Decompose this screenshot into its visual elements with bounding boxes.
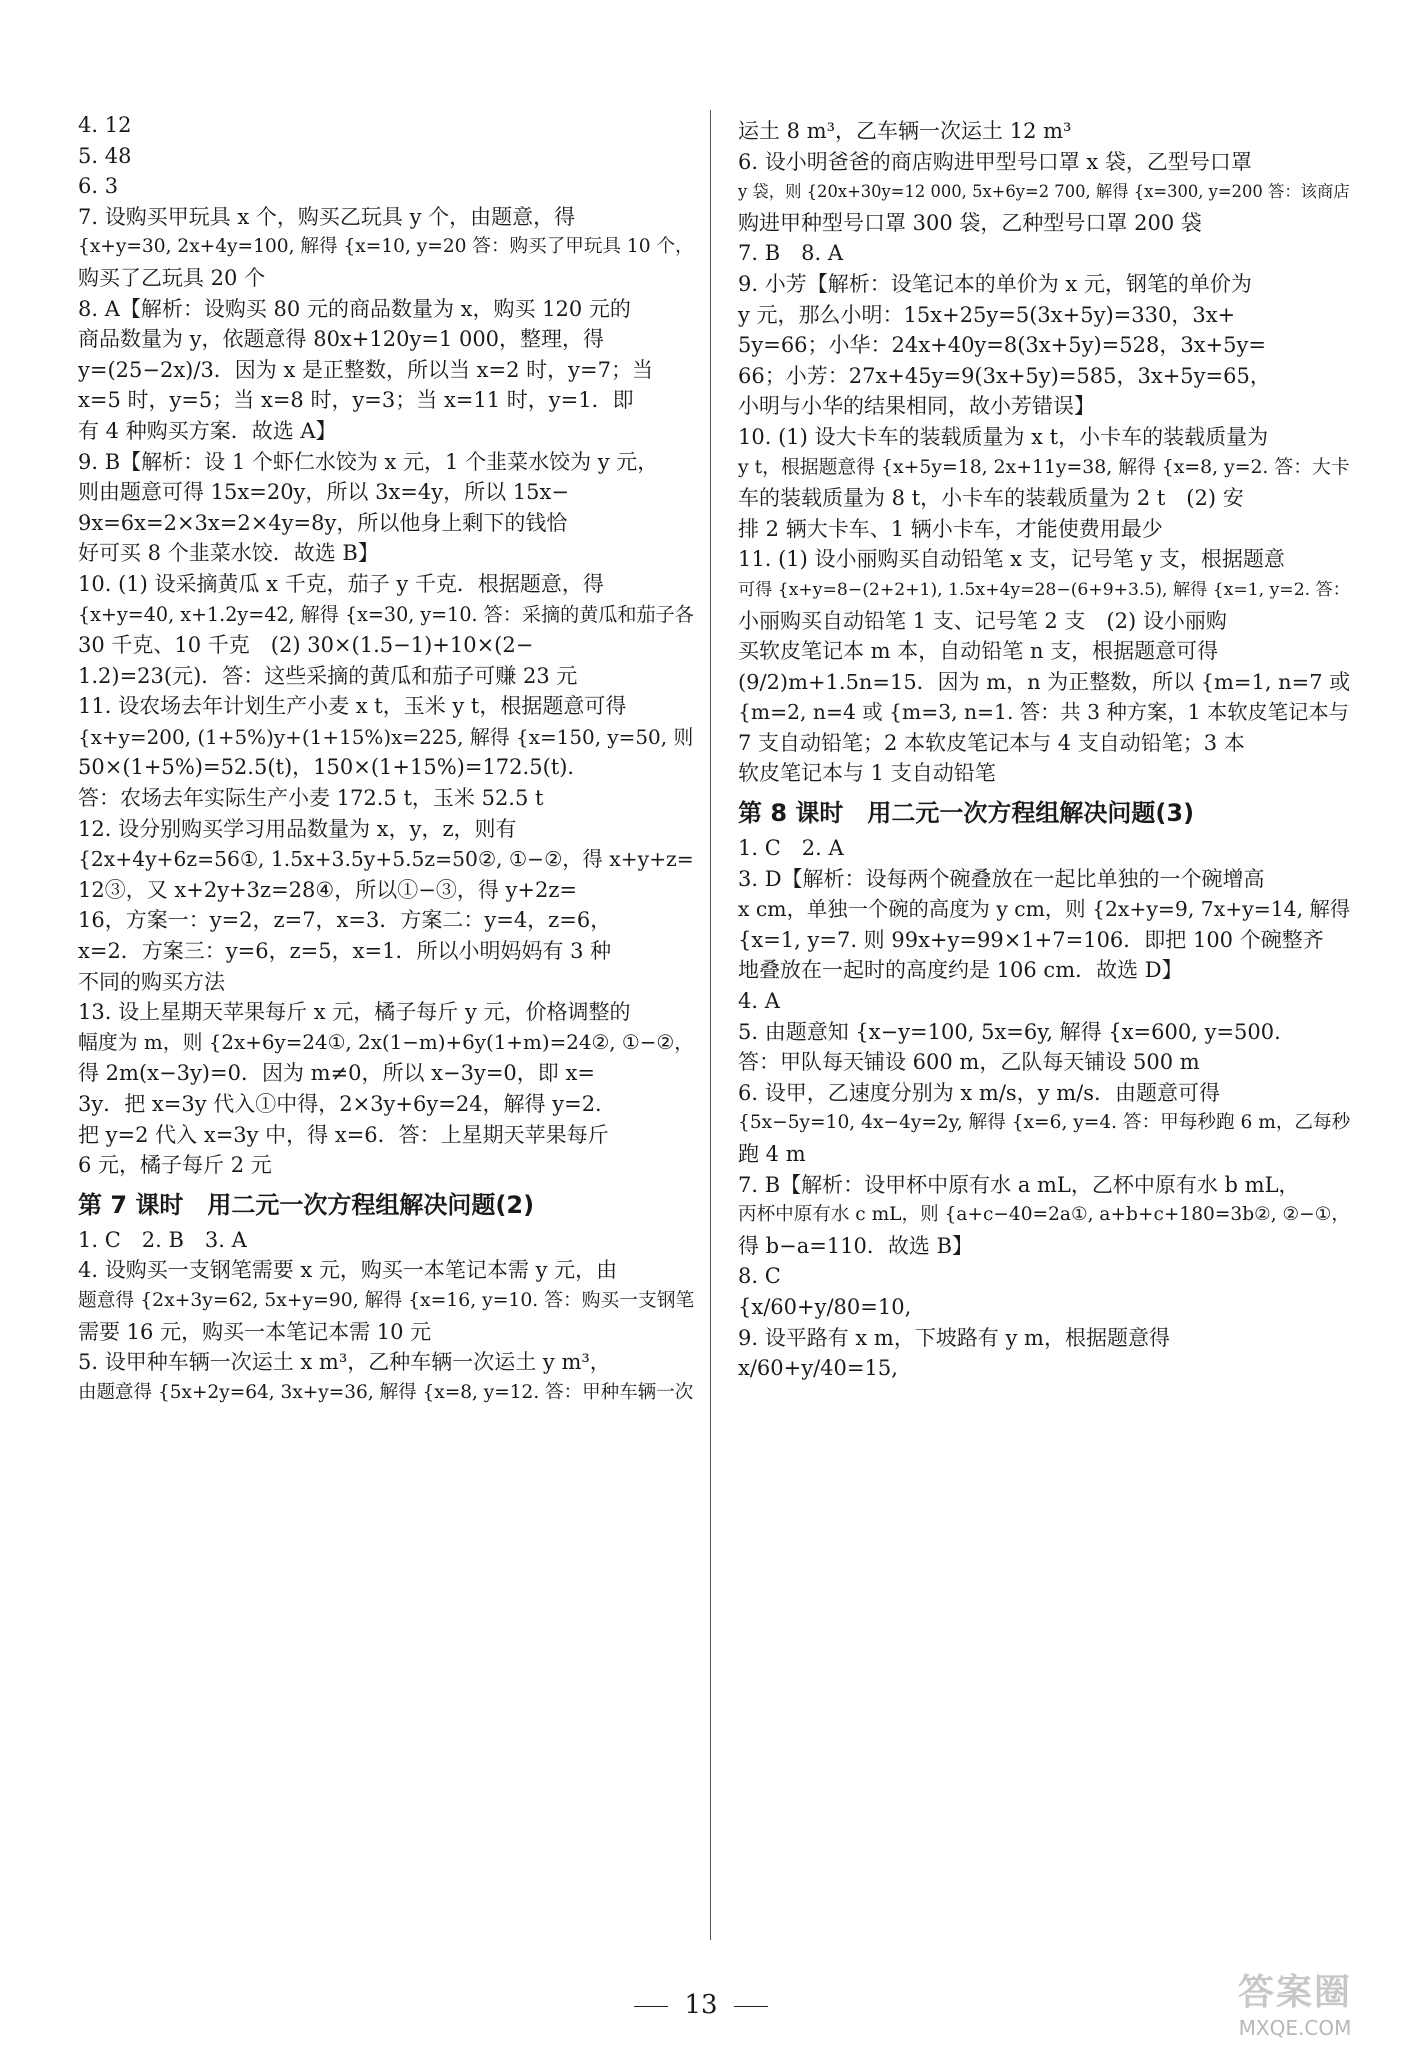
answer-line: 6. 3	[78, 174, 119, 199]
answer-line: (9/2)m+1.5n=15．因为 m，n 为正整数，所以 {m=1, n=7 或	[738, 669, 1351, 694]
answer-line: 答：甲队每天铺设 600 m，乙队每天铺设 500 m	[738, 1050, 1200, 1075]
answer-line: 16，方案一：y=2，z=7，x=3．方案二：y=4，z=6，	[78, 908, 612, 933]
answer-line: {x=1, y=7. 则 99x+y=99×1+7=106．即把 100 个碗整齐	[738, 927, 1324, 952]
answer-line: 5y=66；小华：24x+40y=8(3x+5y)=528，3x+5y=	[738, 333, 1266, 358]
footer-dash-right	[734, 2006, 768, 2007]
answer-line: 需要 16 元，购买一本笔记本需 10 元	[78, 1319, 432, 1344]
answer-line: 11. 设农场去年计划生产小麦 x t，玉米 y t，根据题意可得	[78, 694, 627, 719]
answer-line: 10. (1) 设大卡车的装载质量为 x t，小卡车的装载质量为	[738, 424, 1269, 449]
answer-line: 5. 由题意知 {x−y=100, 5x=6y, 解得 {x=600, y=500.	[738, 1019, 1281, 1044]
answer-line: 由题意得 {5x+2y=64, 3x+y=36, 解得 {x=8, y=12. 答：甲种车辆一次	[78, 1381, 694, 1403]
left-column	[78, 110, 694, 1408]
answer-line: 得 2m(x−3y)=0．因为 m≠0，所以 x−3y=0，即 x=	[78, 1061, 595, 1086]
answer-line: 4. 12	[78, 113, 132, 137]
answer-line: 7. 设购买甲玩具 x 个，购买乙玩具 y 个，由题意，得	[78, 204, 576, 229]
answer-line: {x+y=40, x+1.2y=42, 解得 {x=30, y=10. 答：采摘的黄瓜和茄子各	[78, 602, 694, 626]
answer-line: 4. 设购买一支钢笔需要 x 元，购买一本笔记本需 y 元，由	[78, 1258, 618, 1283]
answer-line: 1.2)=23(元)．答：这些采摘的黄瓜和茄子可赚 23 元	[78, 663, 578, 688]
answer-line: 1. C 2. B 3. A	[78, 1227, 247, 1252]
page-number: 13	[684, 1990, 718, 2020]
answer-line: 6. 设小明爸爸的商店购进甲型号口罩 x 袋，乙型号口罩	[738, 149, 1252, 174]
answer-line: 7. B 8. A	[738, 241, 844, 266]
answer-line: 50×(1+5%)=52.5(t)，150×(1+15%)=172.5(t)．	[78, 755, 589, 780]
answer-line: 9. 设平路有 x m，下坡路有 y m，根据题意得	[738, 1325, 1170, 1350]
answer-line: 得 b−a=110．故选 B】	[738, 1233, 974, 1258]
section-heading: 第 7 课时 用二元一次方程组解决问题(2)	[78, 1190, 535, 1219]
answer-line: 10. (1) 设采摘黄瓜 x 千克，茄子 y 千克．根据题意，得	[78, 571, 604, 596]
answer-line: 12. 设分别购买学习用品数量为 x，y，z，则有	[78, 816, 517, 841]
answer-line: 地叠放在一起时的高度约是 106 cm．故选 D】	[738, 958, 1183, 983]
answer-line: 幅度为 m，则 {2x+6y=24①, 2x(1−m)+6y(1+m)=24②, ①−②，	[78, 1030, 695, 1054]
answer-line: 小明与小华的结果相同，故小芳错误】	[738, 394, 1095, 419]
page-footer	[0, 1990, 1402, 2020]
answer-line: {x+y=200, (1+5%)y+(1+15%)x=225, 解得 {x=150, y=50, 则	[78, 724, 694, 749]
answer-line: y t，根据题意得 {x+5y=18, 2x+11y=38, 解得 {x=8, y=2. 答：大卡	[738, 456, 1350, 478]
footer-dash-left	[634, 2006, 668, 2007]
answer-line: 4. A	[738, 989, 780, 1014]
answer-line: 8. A【解析：设购买 80 元的商品数量为 x，购买 120 元的	[78, 296, 631, 321]
answer-line: 答：农场去年实际生产小麦 172.5 t，玉米 52.5 t	[78, 786, 544, 811]
answer-line: 排 2 辆大卡车、1 辆小卡车，才能使费用最少	[738, 516, 1163, 541]
answer-line: x=5 时，y=5；当 x=8 时，y=3；当 x=11 时，y=1．即	[78, 388, 634, 413]
column-divider	[710, 110, 711, 1940]
answer-line: {x/60+y/80=10,	[738, 1294, 912, 1319]
answer-line: 11. (1) 设小丽购买自动铅笔 x 支，记号笔 y 支，根据题意	[738, 547, 1285, 572]
answer-line: 5. 48	[78, 143, 132, 168]
answer-line: x=2．方案三：y=6，z=5，x=1．所以小明妈妈有 3 种	[78, 939, 612, 964]
answer-line: 5. 设甲种车辆一次运土 x m³，乙种车辆一次运土 y m³，	[78, 1350, 611, 1375]
answer-line: 66；小芳：27x+45y=9(3x+5y)=585，3x+5y=65，	[738, 363, 1271, 388]
watermark-url: MXQE.COM	[1238, 2016, 1352, 2040]
answer-line: 12③，又 x+2y+3z=28④，所以①−③，得 y+2z=	[78, 877, 577, 902]
section-heading: 第 8 课时 用二元一次方程组解决问题(3)	[738, 799, 1195, 828]
answer-line: 1. C 2. A	[738, 836, 844, 861]
answer-line: 9. 小芳【解析：设笔记本的单价为 x 元，钢笔的单价为	[738, 271, 1252, 296]
answer-line: 车的装载质量为 8 t，小卡车的装载质量为 2 t (2) 安	[738, 486, 1244, 511]
answer-line: 运土 8 m³，乙车辆一次运土 12 m³	[738, 119, 1072, 143]
answer-line: 购买了乙玩具 20 个	[78, 265, 266, 290]
answer-line: 6. 设甲，乙速度分别为 x m/s，y m/s．由题意可得	[738, 1080, 1220, 1105]
answer-line: 软皮笔记本与 1 支自动铅笔	[738, 761, 996, 786]
answer-line: 8. C	[738, 1264, 781, 1289]
answer-line: 题意得 {2x+3y=62, 5x+y=90, 解得 {x=16, y=10. 答：购买一支钢笔	[78, 1289, 695, 1311]
answer-line: 30 千克、10 千克 (2) 30×(1.5−1)+10×(2−	[78, 633, 534, 658]
answer-line: {m=2, n=4 或 {m=3, n=1. 答：共 3 种方案，1 本软皮笔记本与	[738, 700, 1349, 725]
answer-line: 小丽购买自动铅笔 1 支、记号笔 2 支 (2) 设小丽购	[738, 608, 1227, 633]
answer-line: 丙杯中原有水 c mL，则 {a+c−40=2a①, a+b+c+180=3b②, ②−①，	[738, 1204, 1350, 1226]
answer-line: {x+y=30, 2x+4y=100, 解得 {x=10, y=20 答：购买了甲玩具 10 个，	[78, 236, 694, 258]
answer-line: 可得 {x+y=8−(2+2+1), 1.5x+4y=28−(6+9+3.5), 解得 {x=1, y=2. 答：	[738, 579, 1350, 600]
answer-line: x/60+y/40=15,	[738, 1356, 898, 1381]
answer-line: {2x+4y+6z=56①, 1.5x+3.5y+5.5z=50②, ①−②，得 x+y+z=	[78, 847, 694, 872]
answer-line: 商品数量为 y，依题意得 80x+120y=1 000，整理，得	[78, 327, 605, 352]
answer-line: 好可买 8 个韭菜水饺．故选 B】	[78, 541, 379, 566]
right-column	[738, 116, 1350, 1384]
answer-line: 3. D【解析：设每两个碗叠放在一起比单独的一个碗增高	[738, 866, 1265, 891]
answer-line: 不同的购买方法	[78, 969, 225, 994]
answer-line: 7 支自动铅笔；2 本软皮笔记本与 4 支自动铅笔；3 本	[738, 730, 1245, 755]
answer-line: 13. 设上星期天苹果每斤 x 元，橘子每斤 y 元，价格调整的	[78, 1000, 631, 1025]
answer-line: 买软皮笔记本 m 本，自动铅笔 n 支，根据题意可得	[738, 639, 1219, 664]
answer-line: x cm，单独一个碗的高度为 y cm，则 {2x+y=9, 7x+y=14, 解得	[738, 897, 1351, 922]
answer-line: 6 元，橘子每斤 2 元	[78, 1153, 272, 1178]
answer-line: y 元，那么小明：15x+25y=5(3x+5y)=330，3x+	[738, 302, 1236, 327]
watermark-logo: 答案圈	[1237, 1972, 1352, 2013]
answer-line: 购进甲种型号口罩 300 袋，乙种型号口罩 200 袋	[738, 210, 1202, 235]
answer-line: 则由题意可得 15x=20y，所以 3x=4y，所以 15x−	[78, 480, 569, 505]
answer-line: y 袋，则 {20x+30y=12 000, 5x+6y=2 700, 解得 {x=300, y=200 答：该商店	[738, 182, 1350, 202]
answer-line: {5x−5y=10, 4x−4y=2y, 解得 {x=6, y=4. 答：甲每秒跑 6 m，乙每秒	[738, 1112, 1351, 1134]
answer-line: 有 4 种购买方案．故选 A】	[78, 418, 337, 443]
answer-line: 把 y=2 代入 x=3y 中，得 x=6．答：上星期天苹果每斤	[78, 1122, 609, 1147]
answer-line: 9. B【解析：设 1 个虾仁水饺为 x 元，1 个韭菜水饺为 y 元，	[78, 449, 659, 474]
answer-line: y=(25−2x)/3．因为 x 是正整数，所以当 x=2 时，y=7；当	[78, 357, 653, 382]
answer-line: 9x=6x=2×3x=2×4y=8y，所以他身上剩下的钱恰	[78, 510, 568, 535]
answer-line: 跑 4 m	[738, 1142, 806, 1166]
answer-line: 7. B【解析：设甲杯中原有水 a mL，乙杯中原有水 b mL，	[738, 1172, 1300, 1197]
watermark	[1210, 1969, 1380, 2049]
answer-line: 3y．把 x=3y 代入①中得，2×3y+6y=24，解得 y=2．	[78, 1092, 617, 1116]
